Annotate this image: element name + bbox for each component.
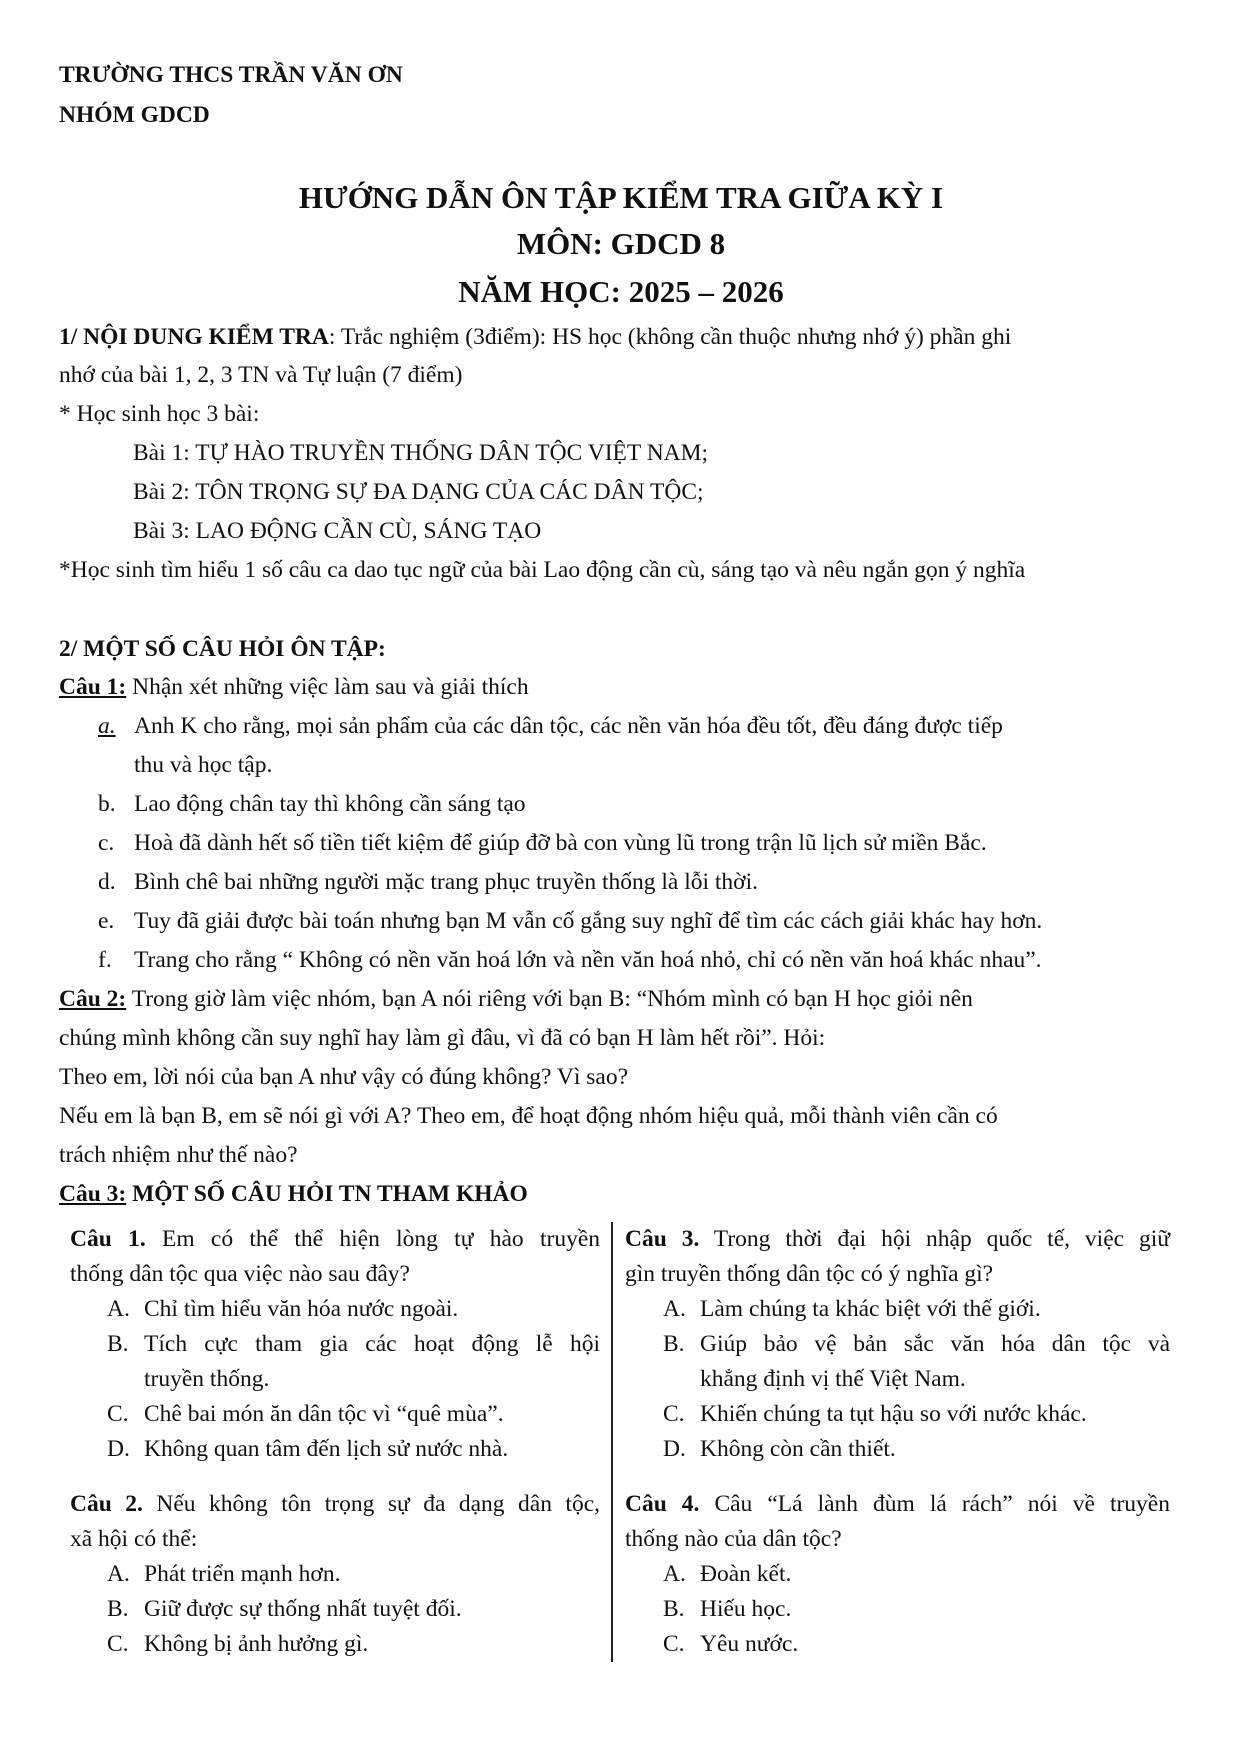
question-2-line3: Theo em, lời nói của bạn A như vậy có đúng không? Vì sao? bbox=[59, 1064, 629, 1090]
mcq4-option-b-key: B. bbox=[663, 1596, 685, 1622]
document-title: HƯỚNG DẪN ÔN TẬP KIỂM TRA GIỮA KỲ I bbox=[298, 180, 944, 215]
mcq2-option-a-key: A. bbox=[107, 1561, 130, 1587]
q1-item-b bbox=[98, 789, 526, 819]
question-2 bbox=[59, 984, 973, 1014]
section1-note: * Học sinh học 3 bài: bbox=[59, 401, 260, 427]
mcq4-option-a-text: Đoàn kết. bbox=[700, 1561, 792, 1587]
q1-item-b-marker: b. bbox=[98, 791, 116, 817]
mcq3-line2: gìn truyền thống dân tộc có ý nghĩa gì? bbox=[625, 1261, 994, 1287]
mcq2-option-c-key: C. bbox=[107, 1631, 129, 1657]
q1-item-c-text: Hoà đã dành hết số tiền tiết kiệm để giúp đỡ bà con vùng lũ trong trận lũ lịch sử miền Bắc. bbox=[134, 830, 987, 856]
section2-heading: 2/ MỘT SỐ CÂU HỎI ÔN TẬP: bbox=[59, 636, 386, 662]
mcq3-option-c-key: C. bbox=[663, 1401, 685, 1427]
mcq3-option-a bbox=[663, 1294, 1041, 1324]
section1-line1 bbox=[59, 322, 1011, 352]
mcq2-option-c-text: Không bị ảnh hưởng gì. bbox=[144, 1631, 369, 1657]
q1-item-e-marker: e. bbox=[98, 908, 115, 934]
mcq3-stem bbox=[625, 1224, 1170, 1254]
mcq3-option-d-key: D. bbox=[663, 1436, 686, 1462]
mcq3-option-b-text: Giúp bảo vệ bản sắc văn hóa dân tộc và bbox=[700, 1331, 1170, 1357]
mcq4-label: Câu 4. bbox=[625, 1491, 700, 1517]
mcq1-option-a bbox=[107, 1294, 458, 1324]
mcq3-option-d-text: Không còn cần thiết. bbox=[700, 1436, 896, 1462]
mcq4-option-a-key: A. bbox=[663, 1561, 686, 1587]
mcq2-stem bbox=[70, 1489, 600, 1519]
q1-item-a-marker: a. bbox=[98, 713, 116, 739]
mcq2-option-c bbox=[107, 1629, 368, 1659]
mcq4-line2: thống nào của dân tộc? bbox=[625, 1526, 842, 1552]
question-1-text: Nhận xét những việc làm sau và giải thích bbox=[126, 674, 529, 700]
mcq3-option-b bbox=[663, 1329, 1170, 1359]
mcq2-option-b bbox=[107, 1594, 462, 1624]
mcq3-option-d bbox=[663, 1434, 896, 1464]
q1-item-c-marker: c. bbox=[98, 830, 115, 856]
mcq4-option-c-text: Yêu nước. bbox=[700, 1631, 799, 1657]
mcq2-option-b-text: Giữ được sự thống nhất tuyệt đối. bbox=[144, 1596, 462, 1622]
mcq1-label: Câu 1. bbox=[70, 1226, 146, 1252]
q1-item-a-text: Anh K cho rằng, mọi sản phẩm của các dân tộc, các nền văn hóa đều tốt, đều đáng được tiếp bbox=[134, 713, 1003, 739]
mcq1-option-d-key: D. bbox=[107, 1436, 130, 1462]
q1-item-e bbox=[98, 906, 1042, 936]
mcq1-option-a-key: A. bbox=[107, 1296, 130, 1322]
mcq4-line1: Câu “Lá lành đùm lá rách” nói về truyền bbox=[699, 1491, 1170, 1517]
q1-item-f bbox=[98, 945, 1042, 975]
mcq1-option-b-text: Tích cực tham gia các hoạt động lễ hội bbox=[144, 1331, 600, 1357]
mcq3-option-b-cont: khẳng định vị thế Việt Nam. bbox=[700, 1366, 966, 1392]
mcq1-option-d bbox=[107, 1434, 508, 1464]
question-3-text: MỘT SỐ CÂU HỎI TN THAM KHẢO bbox=[126, 1181, 528, 1207]
question-1 bbox=[59, 672, 529, 702]
group-name: NHÓM GDCD bbox=[59, 102, 210, 128]
section1-line2: nhớ của bài 1, 2, 3 TN và Tự luận (7 điểm) bbox=[59, 362, 463, 388]
column-divider bbox=[611, 1222, 613, 1662]
q1-item-d bbox=[98, 867, 758, 897]
mcq1-option-b bbox=[107, 1329, 600, 1359]
question-2-line4: Nếu em là bạn B, em sẽ nói gì với A? Theo em, để hoạt động nhóm hiệu quả, mỗi thành viên cần có bbox=[59, 1103, 998, 1129]
mcq2-line2: xã hội có thể: bbox=[70, 1526, 198, 1552]
section1-heading: 1/ NỘI DUNG KIỂM TRA bbox=[59, 324, 329, 350]
mcq1-stem bbox=[70, 1224, 600, 1254]
lesson-2: Bài 2: TÔN TRỌNG SỰ ĐA DẠNG CỦA CÁC DÂN TỘC; bbox=[133, 479, 704, 505]
mcq1-option-b-key: B. bbox=[107, 1331, 129, 1357]
lesson-3: Bài 3: LAO ĐỘNG CẦN CÙ, SÁNG TẠO bbox=[133, 518, 542, 544]
question-2-label: Câu 2: bbox=[59, 986, 127, 1012]
q1-item-c bbox=[98, 828, 987, 858]
q1-item-a-cont: thu và học tập. bbox=[134, 752, 273, 778]
question-2-line1: Trong giờ làm việc nhóm, bạn A nói riêng với bạn B: “Nhóm mình có bạn H học giỏi nên bbox=[126, 986, 973, 1012]
mcq4-stem bbox=[625, 1489, 1170, 1519]
mcq1-line2: thống dân tộc qua việc nào sau đây? bbox=[70, 1261, 410, 1287]
mcq1-option-a-text: Chỉ tìm hiểu văn hóa nước ngoài. bbox=[144, 1296, 459, 1322]
mcq3-option-a-text: Làm chúng ta khác biệt với thế giới. bbox=[700, 1296, 1041, 1322]
question-3-label: Câu 3: bbox=[59, 1181, 127, 1207]
mcq2-option-a-text: Phát triển mạnh hơn. bbox=[144, 1561, 341, 1587]
mcq1-option-b-cont: truyền thống. bbox=[144, 1366, 270, 1392]
mcq3-option-a-key: A. bbox=[663, 1296, 686, 1322]
mcq4-option-b-text: Hiếu học. bbox=[700, 1596, 792, 1622]
mcq1-option-c bbox=[107, 1399, 504, 1429]
q1-item-a bbox=[98, 711, 1003, 741]
q1-item-e-text: Tuy đã giải được bài toán nhưng bạn M vẫn cố gắng suy nghĩ để tìm các cách giải khác hay hơn. bbox=[134, 908, 1043, 934]
mcq1-option-c-key: C. bbox=[107, 1401, 129, 1427]
mcq2-label: Câu 2. bbox=[70, 1491, 143, 1517]
mcq4-option-c bbox=[663, 1629, 798, 1659]
mcq2-option-b-key: B. bbox=[107, 1596, 129, 1622]
mcq1-option-d-text: Không quan tâm đến lịch sử nước nhà. bbox=[144, 1436, 509, 1462]
school-year-title: NĂM HỌC: 2025 – 2026 bbox=[458, 274, 784, 309]
mcq3-label: Câu 3. bbox=[625, 1226, 700, 1252]
question-2-line5: trách nhiệm như thế nào? bbox=[59, 1142, 298, 1168]
q1-item-b-text: Lao động chân tay thì không cần sáng tạo bbox=[134, 791, 526, 817]
mcq2-option-a bbox=[107, 1559, 340, 1589]
mcq3-option-c-text: Khiến chúng ta tụt hậu so với nước khác. bbox=[700, 1401, 1087, 1427]
question-3 bbox=[59, 1179, 528, 1209]
q1-item-d-text: Bình chê bai những người mặc trang phục truyền thống là lỗi thời. bbox=[134, 869, 759, 895]
mcq3-line1: Trong thời đại hội nhập quốc tế, việc giữ bbox=[699, 1226, 1170, 1252]
school-name: TRƯỜNG THCS TRẦN VĂN ƠN bbox=[59, 62, 403, 88]
section1-note2: *Học sinh tìm hiểu 1 số câu ca dao tục ngữ của bài Lao động cần cù, sáng tạo và nêu ngắn gọn ý nghĩa bbox=[59, 557, 1026, 583]
q1-item-d-marker: d. bbox=[98, 869, 116, 895]
q1-item-f-text: Trang cho rằng “ Không có nền văn hoá lớn và nền văn hoá nhỏ, chỉ có nền văn hoá khác nhau”. bbox=[134, 947, 1042, 973]
mcq3-option-c bbox=[663, 1399, 1087, 1429]
section1-text: : Trắc nghiệm (3điểm): HS học (không cần thuộc nhưng nhớ ý) phần ghi bbox=[328, 324, 1012, 350]
mcq4-option-a bbox=[663, 1559, 791, 1589]
question-2-line2: chúng mình không cần suy nghĩ hay làm gì đâu, vì đã có bạn H làm hết rồi”. Hỏi: bbox=[59, 1025, 826, 1051]
lesson-1: Bài 1: TỰ HÀO TRUYỀN THỐNG DÂN TỘC VIỆT NAM; bbox=[133, 440, 709, 466]
question-1-label: Câu 1: bbox=[59, 674, 127, 700]
mcq3-option-b-key: B. bbox=[663, 1331, 685, 1357]
q1-item-f-marker: f. bbox=[98, 947, 112, 973]
mcq2-line1: Nếu không tôn trọng sự đa dạng dân tộc, bbox=[142, 1491, 601, 1517]
mcq1-option-c-text: Chê bai món ăn dân tộc vì “quê mùa”. bbox=[144, 1401, 504, 1427]
mcq4-option-c-key: C. bbox=[663, 1631, 685, 1657]
mcq1-line1: Em có thể thể hiện lòng tự hào truyền bbox=[145, 1226, 600, 1252]
subject-title: MÔN: GDCD 8 bbox=[516, 226, 726, 261]
mcq4-option-b bbox=[663, 1594, 791, 1624]
